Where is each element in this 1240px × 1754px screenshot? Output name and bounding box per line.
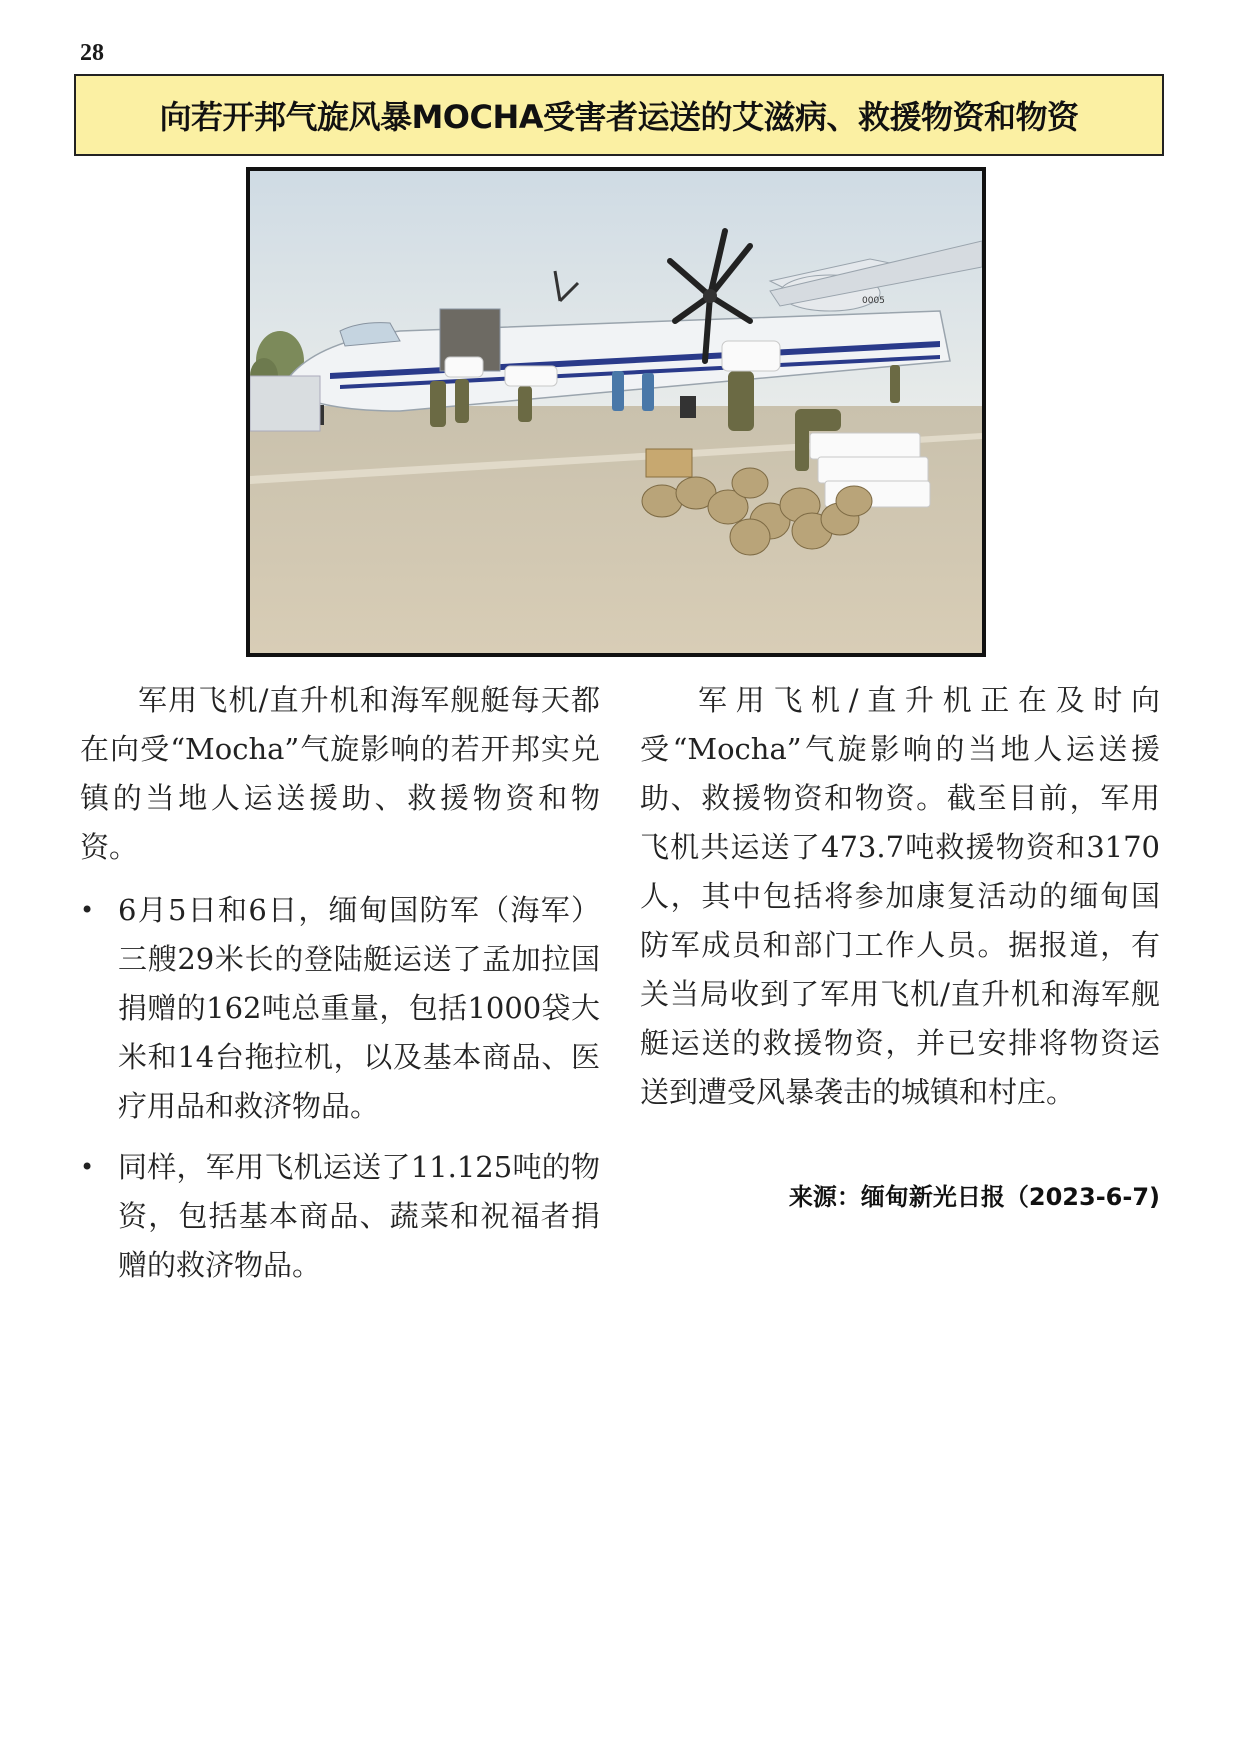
left-column: [80, 676, 600, 1302]
page-number: 28: [80, 40, 104, 66]
intro-paragraph: 军用飞机/直升机和海军舰艇每天都在向受“Mocha”气旋影响的若开邦实兑镇的当地人运送援助、救援物资和物资。: [80, 683, 600, 864]
list-item: [80, 886, 600, 1131]
article-title: 向若开邦气旋风暴MOCHA受害者运送的艾滋病、救援物资和物资: [159, 98, 1079, 136]
right-column: [640, 676, 1160, 1117]
article-photo: [246, 167, 986, 657]
vehicle: [250, 376, 320, 431]
photo-icon: [250, 171, 982, 653]
body-paragraph: 军用飞机/直升机正在及时向受“Mocha”气旋影响的当地人运送援助、救援物资和物资。截至目前，军用飞机共运送了473.7吨救援物资和3170人，其中包括将参加康复活动的缅甸国防军成员和部门工作人员。据报道，有关当局收到了军用飞机/直升机和海军舰艇运送的救援物资，并已安排将物资运送到遭受风暴袭击的城镇和村庄。: [640, 683, 1160, 1109]
article-title-box: [74, 74, 1164, 156]
list-item: [80, 1143, 600, 1290]
bullet-text: 6月5日和6日，缅甸国防军（海军）三艘29米长的登陆艇运送了孟加拉国捐赠的162吨总重量，包括1000袋大米和14台拖拉机，以及基本商品、医疗用品和救济物品。: [118, 893, 600, 1123]
bullet-text: 同样，军用飞机运送了11.125吨的物资，包括基本商品、蔬菜和祝福者捐赠的救济物品。: [118, 1150, 600, 1282]
cardboard-box: [646, 449, 692, 477]
bullet-icon: •: [80, 1153, 95, 1181]
bullet-list: [80, 886, 600, 1290]
aircraft-marking: 0005: [862, 296, 885, 306]
source-credit: 来源：缅甸新光日报（2023-6-7): [788, 1183, 1160, 1211]
bullet-icon: •: [80, 896, 95, 924]
